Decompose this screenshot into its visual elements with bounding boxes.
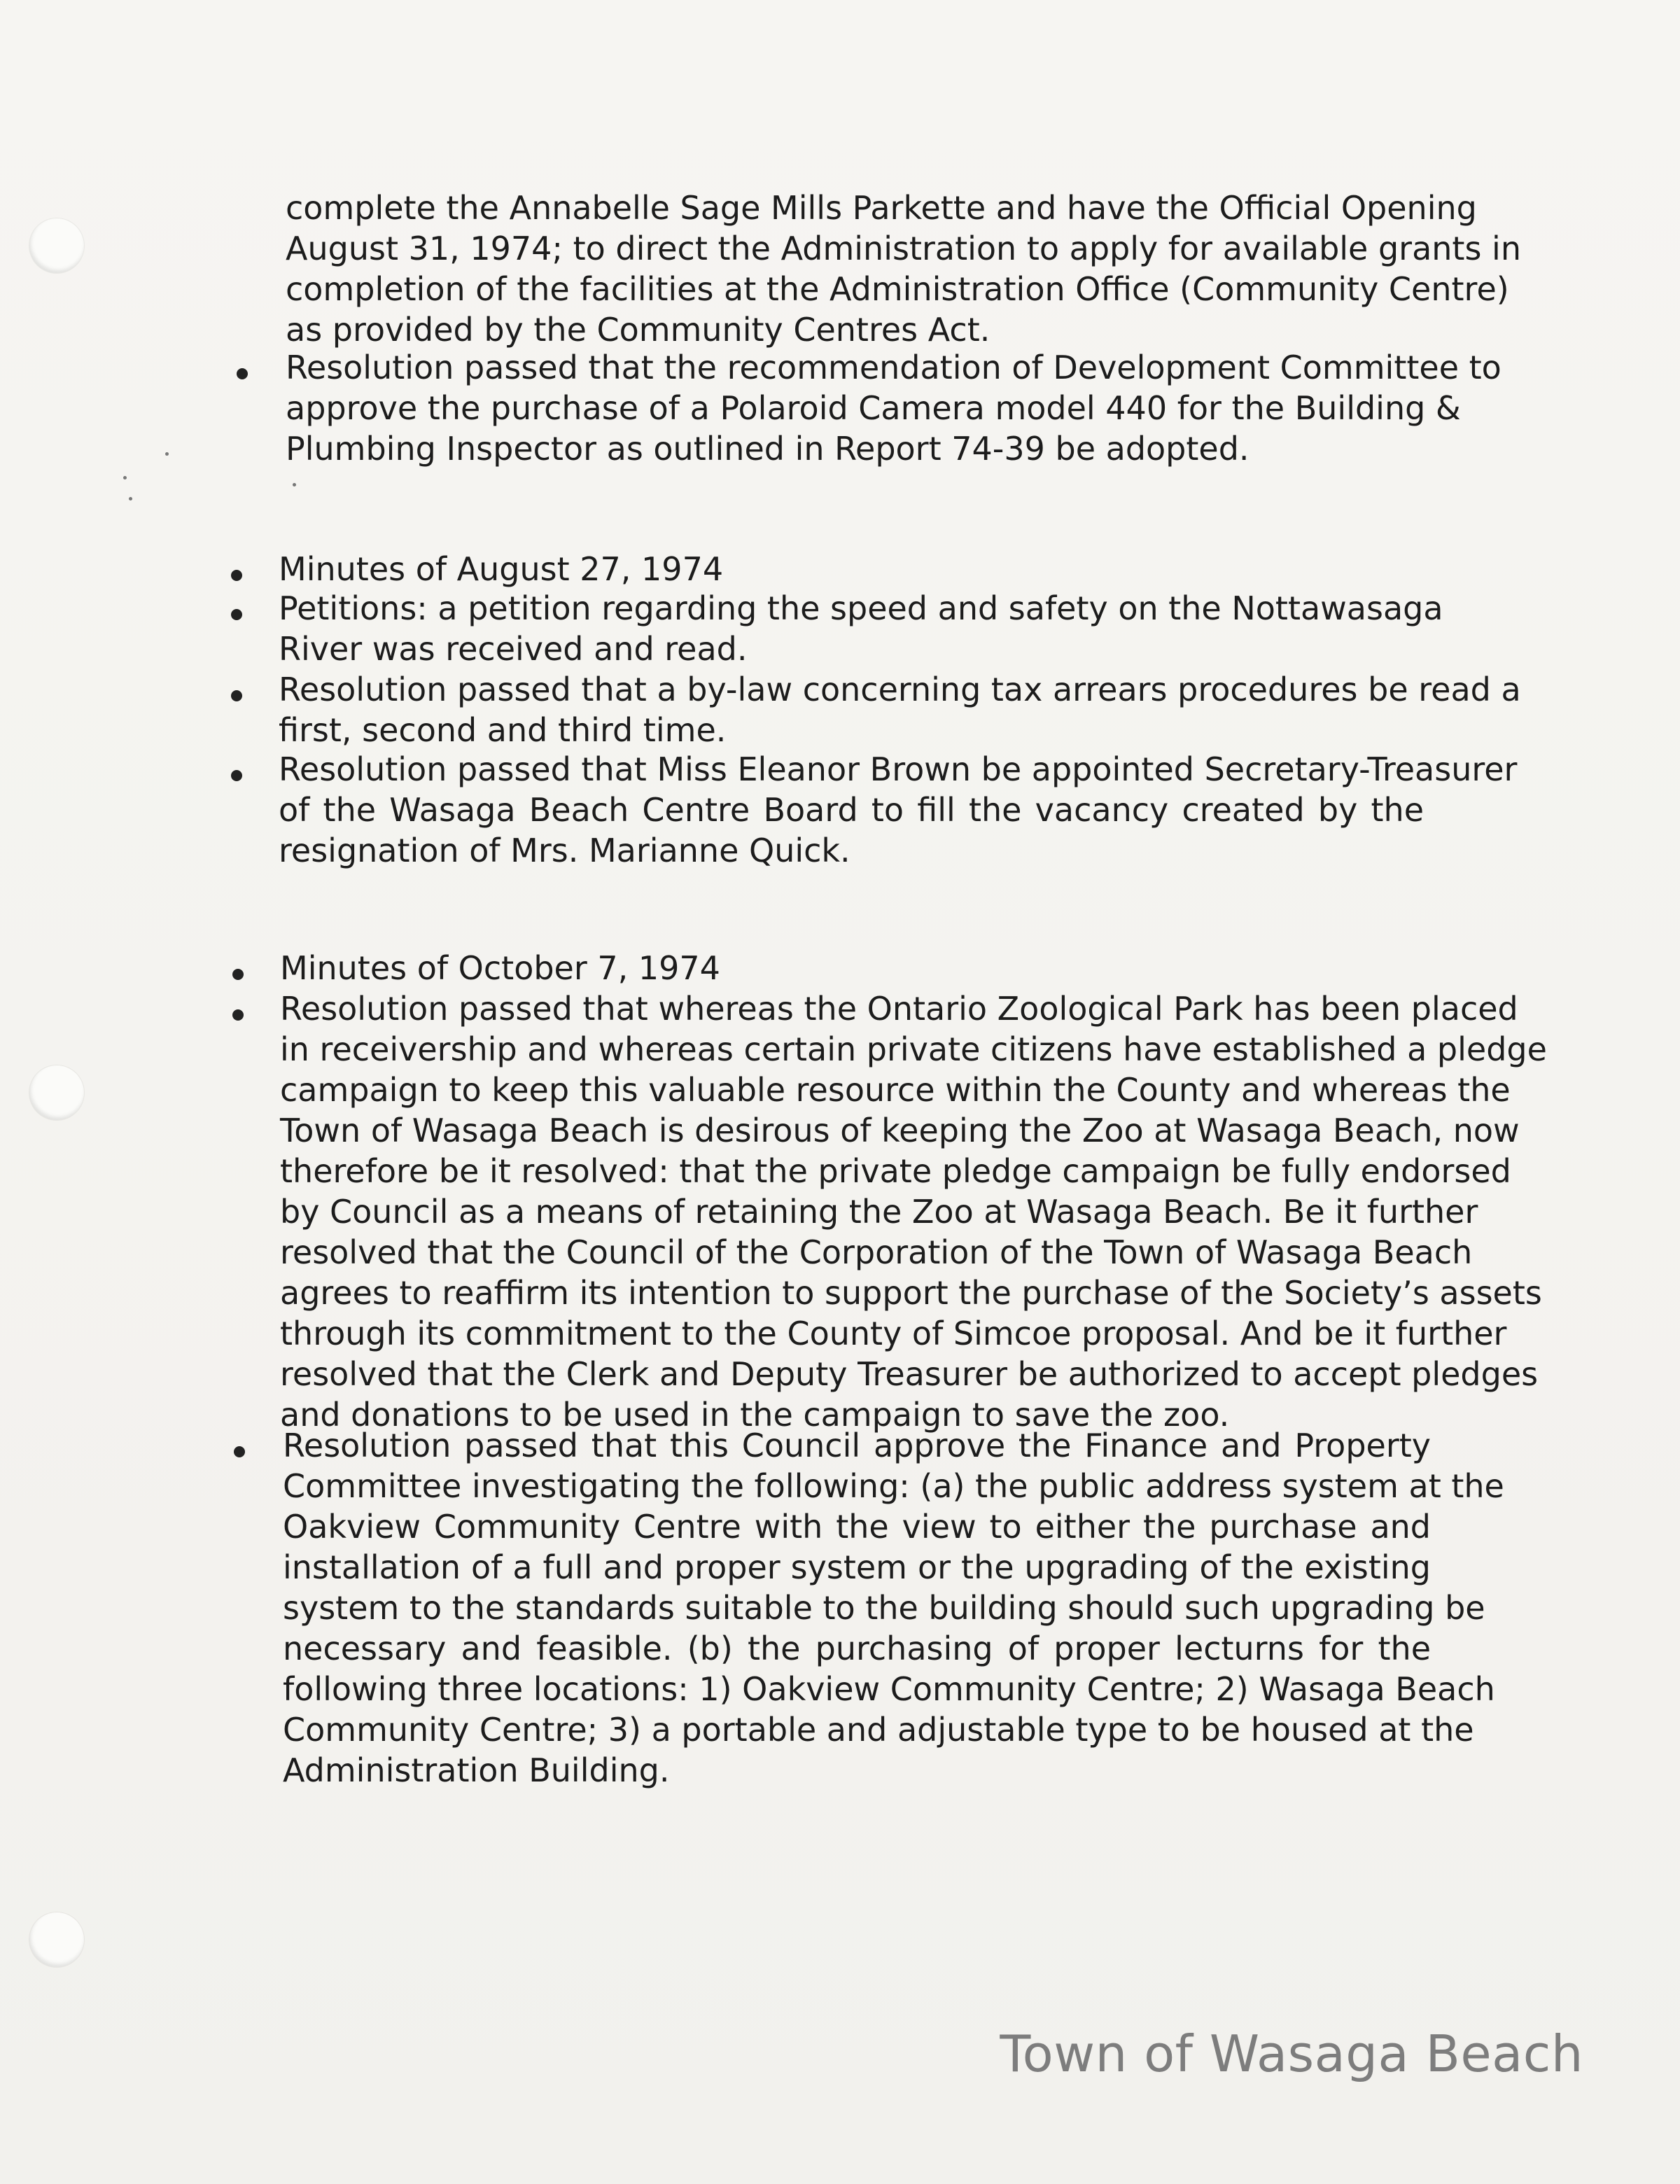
text-line: approve the purchase of a Polaroid Camera model 440 for the Building & [286, 389, 1461, 427]
punch-hole-bottom [29, 1912, 84, 1967]
text-line: resolved that the Council of the Corporation of the Town of Wasaga Beach [280, 1233, 1473, 1271]
punch-hole-top [29, 218, 84, 273]
bullet-icon [232, 969, 244, 980]
section-heading: Minutes of October 7, 1974 [280, 949, 720, 987]
bullet-icon [231, 570, 242, 581]
scan-speck [293, 483, 296, 486]
text-line: Plumbing Inspector as outlined in Report 74-39 be adopted. [286, 430, 1250, 468]
text-line: necessary and feasible. (b) the purchasing of proper lecturns for the [283, 1630, 1431, 1667]
bullet-icon [231, 690, 242, 701]
text-line: August 31, 1974; to direct the Administration to apply for available grants in [286, 230, 1521, 267]
text-line: completion of the facilities at the Administration Office (Community Centre) [286, 270, 1509, 308]
text-line: first, second and third time. [279, 711, 727, 749]
text-line: Community Centre; 3) a portable and adjustable type to be housed at the [283, 1711, 1474, 1749]
text-line: Administration Building. [283, 1751, 670, 1789]
scan-speck [129, 497, 132, 500]
text-line: Oakview Community Centre with the view to either the purchase and [283, 1508, 1431, 1546]
text-line: campaign to keep this valuable resource within the County and whereas the [280, 1071, 1511, 1109]
text-line: of the Wasaga Beach Centre Board to fill the vacancy created by the [279, 791, 1424, 829]
text-line: Resolution passed that Miss Eleanor Brown be appointed Secretary-Treasurer [279, 750, 1518, 788]
text-line: complete the Annabelle Sage Mills Parkette and have the Official Opening [286, 189, 1477, 227]
text-line: resignation of Mrs. Marianne Quick. [279, 832, 850, 869]
section-heading: Minutes of August 27, 1974 [279, 550, 724, 588]
footer-brand: Town of Wasaga Beach [1000, 2024, 1583, 2083]
text-line: Resolution passed that whereas the Ontario Zoological Park has been placed [280, 990, 1518, 1028]
scan-speck [123, 476, 127, 479]
text-line: Resolution passed that a by-law concerning tax arrears procedures be read a [279, 671, 1521, 708]
text-line: River was received and read. [279, 630, 748, 668]
text-line: following three locations: 1) Oakview Community Centre; 2) Wasaga Beach [283, 1670, 1495, 1708]
bullet-icon [237, 368, 248, 379]
bullet-icon [232, 1009, 244, 1021]
text-line: installation of a full and proper system or the upgrading of the existing [283, 1548, 1431, 1586]
text-line: Petitions: a petition regarding the speed and safety on the Nottawasaga [279, 589, 1443, 627]
bullet-icon [231, 770, 242, 781]
text-line: agrees to reaffirm its intention to support the purchase of the Society’s assets [280, 1274, 1542, 1312]
text-line: in receivership and whereas certain private citizens have established a pledge [280, 1030, 1547, 1068]
text-line: Resolution passed that this Council approve the Finance and Property [283, 1427, 1431, 1464]
scan-speck [165, 452, 169, 456]
bullet-icon [231, 609, 242, 620]
text-line: Committee investigating the following: (a) the public address system at the [283, 1467, 1504, 1505]
text-line: resolved that the Clerk and Deputy Treasurer be authorized to accept pledges [280, 1355, 1539, 1393]
punch-hole-middle [29, 1065, 84, 1120]
text-line: Town of Wasaga Beach is desirous of keeping the Zoo at Wasaga Beach, now [280, 1112, 1520, 1149]
text-line: and donations to be used in the campaign to save the zoo. [280, 1396, 1230, 1434]
text-line: as provided by the Community Centres Act. [286, 311, 990, 349]
text-line: through its commitment to the County of Simcoe proposal. And be it further [280, 1315, 1507, 1352]
text-line: system to the standards suitable to the building should such upgrading be [283, 1589, 1485, 1627]
text-line: by Council as a means of retaining the Zoo at Wasaga Beach. Be it further [280, 1193, 1478, 1231]
text-line: therefore be it resolved: that the private pledge campaign be fully endorsed [280, 1152, 1511, 1190]
bullet-icon [234, 1446, 245, 1457]
text-line: Resolution passed that the recommendation of Development Committee to [286, 349, 1502, 386]
